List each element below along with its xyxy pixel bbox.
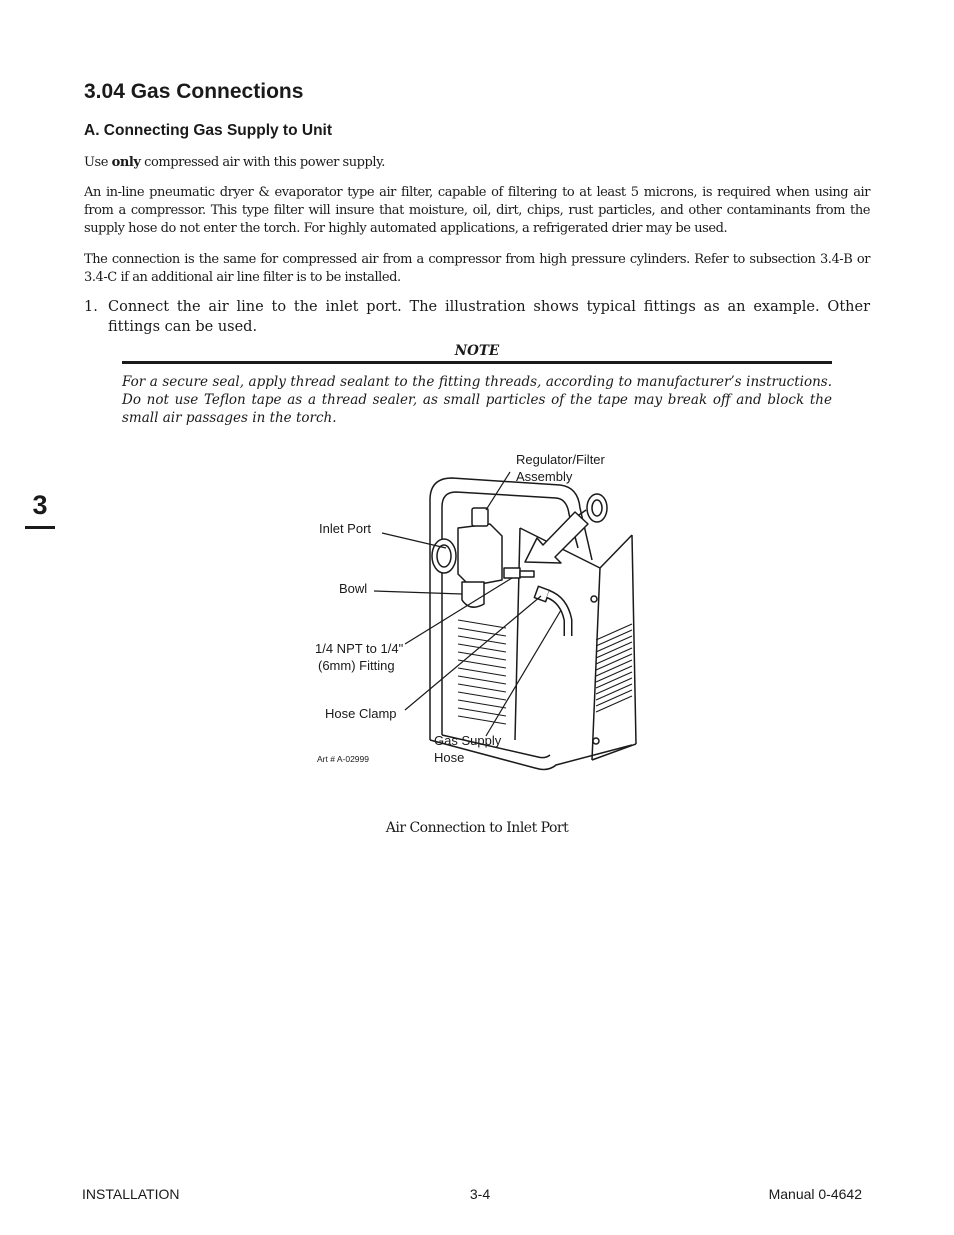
step-item	[84, 298, 870, 337]
label-fitting-line1: 1/4 NPT to 1/4"	[315, 641, 404, 656]
note-text: For a secure seal, apply thread sealant to the fitting threads, according to manufacturer’s instructions. Do not use Teflon tape as a thread sealer, as small particles of the tape may break off and block the small air passages in the torch.	[122, 374, 832, 426]
label-regulator-line2: Assembly	[516, 469, 573, 484]
label-fitting-line2: (6mm) Fitting	[318, 658, 395, 673]
intro-post: compressed air with this power supply.	[140, 155, 385, 170]
subsection-title: A. Connecting Gas Supply to Unit	[84, 122, 332, 139]
figure-caption: Air Connection to Inlet Port	[385, 820, 569, 836]
art-number: Art # A-02999	[317, 754, 369, 764]
intro-paragraph	[84, 154, 870, 172]
air-connection-illustration	[300, 440, 660, 800]
intro-bold: only	[111, 155, 141, 170]
step-number: 1.	[84, 299, 98, 315]
chapter-tab-rule	[25, 526, 55, 529]
intro-pre: Use	[84, 155, 112, 170]
connection-paragraph: The connection is the same for compressed air from a compressor from high pressure cylinders. Refer to subsection 3.4-B or 3.4-C if an additional air line filter is to be installed.	[84, 252, 870, 285]
label-gas-supply-line2: Hose	[434, 750, 465, 765]
chapter-tab-number: 3	[32, 490, 48, 520]
step-text: Connect the air line to the inlet port. The illustration shows typical fittings as an example. Other fittings can be used.	[108, 299, 870, 335]
footer-page-number: 3-4	[469, 1186, 491, 1202]
label-inlet-port: Inlet Port	[319, 521, 372, 536]
footer-section: INSTALLATION	[82, 1186, 180, 1202]
filter-paragraph: An in-line pneumatic dryer & evaporator type air filter, capable of filtering to at least 5 microns, is required when using air from a compressor. This type filter will insure that moisture, oil, dirt, chips, rust particles, and other contaminants from the supply hose do not enter the torch. For highly automated applications, a refrigerated drier may be used.	[84, 185, 870, 236]
label-hose-clamp: Hose Clamp	[325, 706, 397, 721]
label-regulator-line1: Regulator/Filter	[516, 452, 605, 467]
label-gas-supply-line1: Gas Supply	[434, 733, 502, 748]
footer-manual-number: Manual 0-4642	[768, 1186, 862, 1202]
section-title: 3.04 Gas Connections	[84, 80, 304, 103]
note-divider	[122, 361, 832, 364]
label-bowl: Bowl	[339, 581, 368, 596]
note-label: NOTE	[454, 343, 500, 359]
